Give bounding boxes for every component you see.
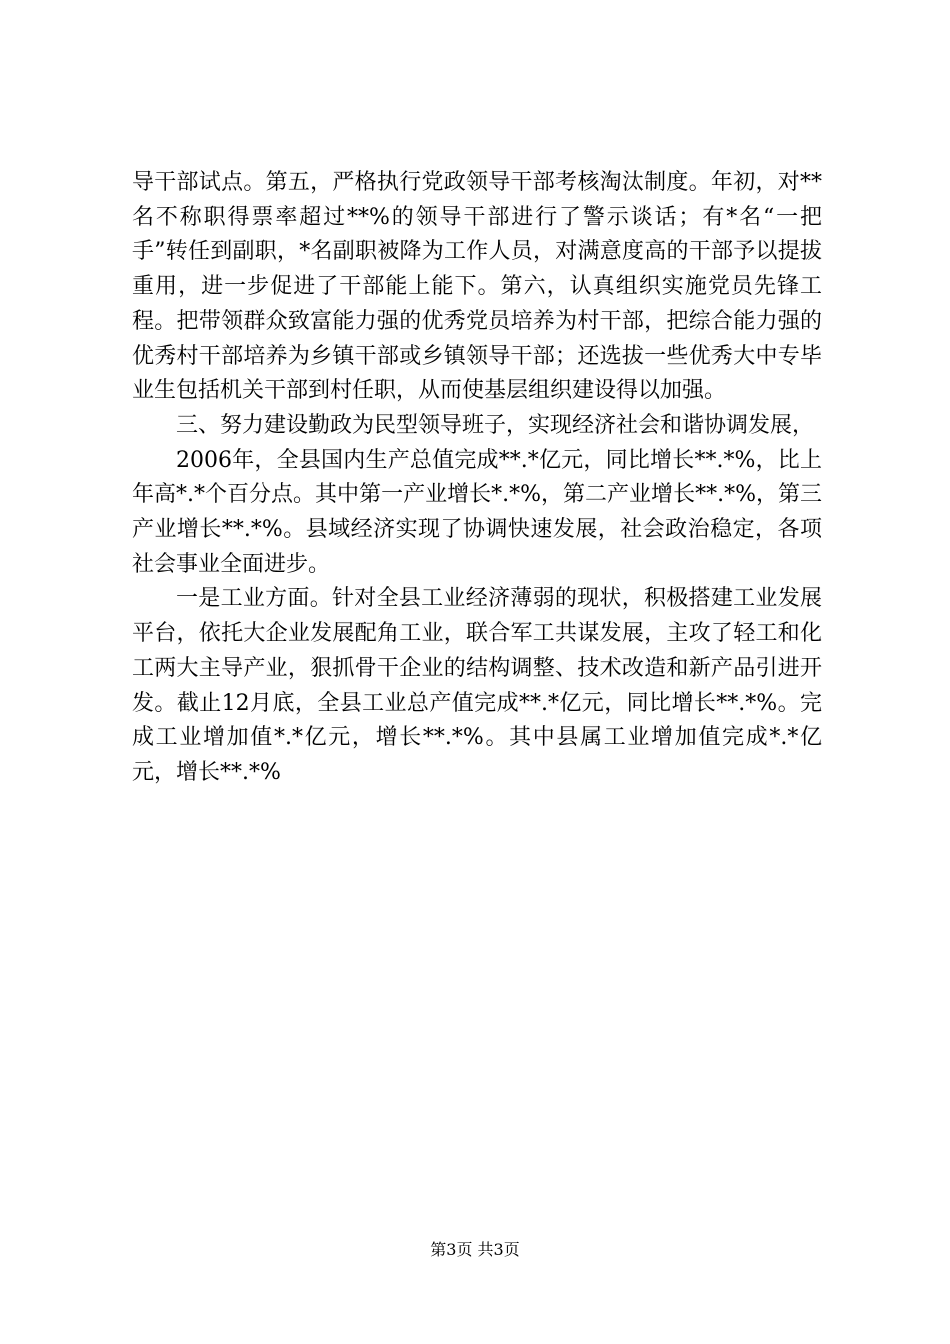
paragraph-gdp-2006: 2006年，全县国内生产总值完成**.*亿元，同比增长**.*%，比上年高*.*个百分点。其中第一产业增长*.*%，第二产业增长**.*%，第三产业增长**.*%。县域经济实现了协调快速发展，社会政治稳定，各项社会事业全面进步。 [132,447,822,577]
paragraph-section-three-heading: 三、努力建设勤政为民型领导班子，实现经济社会和谐协调发展， [176,412,815,438]
page-footer: 第3页 共3页 [430,1240,520,1259]
document-body [132,166,822,791]
paragraph-industry: 一是工业方面。针对全县工业经济薄弱的现状，积极搭建工业发展平台，依托大企业发展配角工业，联合军工共谋发展，主攻了轻工和化工两大主导产业，狠抓骨干企业的结构调整、技术改造和新产品引进开发。截止12月底，全县工业总产值完成**.*亿元，同比增长**.*%。完成工业增加值*.*亿元，增长**.*%。其中县属工业增加值完成*.*亿元，增长**.*% [132,586,822,785]
paragraph-cadre-reform: 导干部试点。第五，严格执行党政领导干部考核淘汰制度。年初，对**名不称职得票率超过**%的领导干部进行了警示谈话；有*名“一把手”转任到副职，*名副职被降为工作人员，对满意度高的干部予以提拔重用，进一步促进了干部能上能下。第六，认真组织实施党员先锋工程。把带领群众致富能力强的优秀党员培养为村干部，把综合能力强的优秀村干部培养为乡镇干部或乡镇领导干部；还选拔一些优秀大中专毕业生包括机关干部到村任职，从而使基层组织建设得以加强。 [132,170,822,404]
